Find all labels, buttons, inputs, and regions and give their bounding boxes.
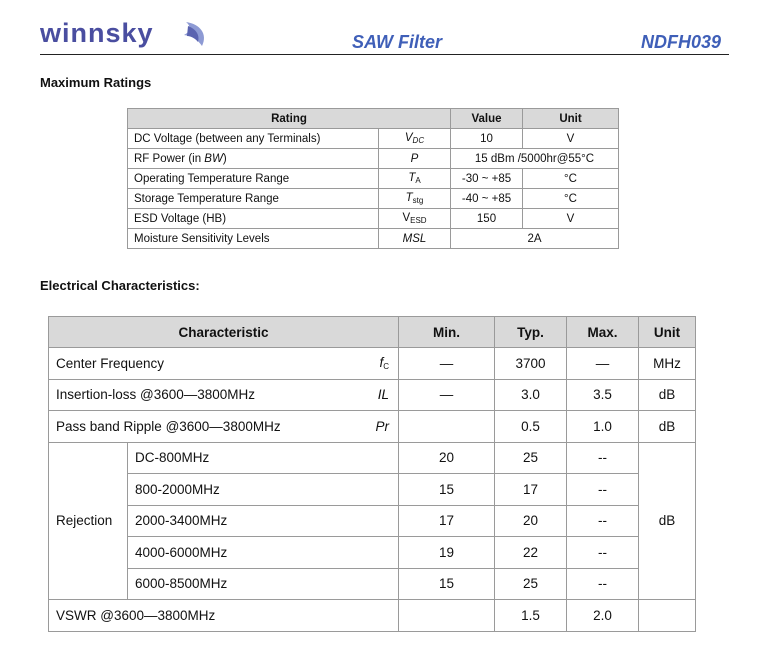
typ-value: 25	[495, 442, 567, 474]
document-title: SAW Filter	[352, 32, 443, 52]
table-row	[128, 129, 619, 149]
characteristic-symbol	[379, 355, 391, 371]
rating-name: ESD Voltage (HB)	[128, 209, 379, 229]
col-unit: Unit	[523, 109, 619, 129]
rating-unit: V	[523, 209, 619, 229]
table-header-row	[49, 317, 696, 348]
page-header	[0, 0, 761, 60]
max-value: --	[567, 474, 639, 506]
typ-value: 1.5	[495, 600, 567, 632]
table-row	[49, 600, 696, 632]
max-value: --	[567, 537, 639, 569]
symbol-sub: ESD	[410, 216, 427, 225]
rating-symbol: MSL	[379, 229, 451, 249]
typ-value: 25	[495, 568, 567, 600]
min-value	[399, 600, 495, 632]
max-value: --	[567, 568, 639, 600]
winnsky-logo-graphic	[40, 18, 210, 52]
table-header-row	[128, 109, 619, 129]
characteristic-cell	[49, 379, 399, 411]
table-row	[49, 379, 696, 411]
rejection-band: 2000-3400MHz	[128, 505, 399, 537]
electrical-characteristics-table	[48, 316, 696, 632]
rejection-band: 800-2000MHz	[128, 474, 399, 506]
rating-name: Moisture Sensitivity Levels	[128, 229, 379, 249]
characteristic-symbol: IL	[377, 387, 389, 403]
name-part: RF Power (in	[134, 152, 205, 165]
col-max: Max.	[567, 317, 639, 348]
rating-value: -30 ~ +85	[451, 169, 523, 189]
rejection-unit: dB	[639, 442, 696, 600]
symbol-main: V	[402, 212, 411, 224]
rejection-label: Rejection	[49, 442, 128, 600]
symbol-sub: DC	[412, 136, 425, 145]
rejection-band: 4000-6000MHz	[128, 537, 399, 569]
max-value: 2.0	[567, 600, 639, 632]
rejection-band: DC-800MHz	[128, 442, 399, 474]
unit-value	[639, 600, 696, 632]
table-row	[49, 474, 696, 506]
symbol-sub: A	[415, 176, 421, 185]
max-value: 3.5	[567, 379, 639, 411]
rating-unit: °C	[523, 169, 619, 189]
col-min: Min.	[399, 317, 495, 348]
rating-name	[128, 149, 379, 169]
rating-symbol: P	[379, 149, 451, 169]
table-row	[49, 568, 696, 600]
typ-value: 17	[495, 474, 567, 506]
rating-value: -40 ~ +85	[451, 189, 523, 209]
header-divider	[40, 54, 729, 55]
characteristic-cell	[49, 411, 399, 443]
symbol-sub: C	[383, 362, 389, 372]
typ-value: 3.0	[495, 379, 567, 411]
rating-value: 150	[451, 209, 523, 229]
rating-name: DC Voltage (between any Terminals)	[128, 129, 379, 149]
col-characteristic: Characteristic	[49, 317, 399, 348]
rating-value: 15 dBm /5000hr@55°C	[451, 149, 619, 169]
typ-value: 20	[495, 505, 567, 537]
unit-value: dB	[639, 379, 696, 411]
table-row	[128, 169, 619, 189]
typ-value: 0.5	[495, 411, 567, 443]
rating-value: 10	[451, 129, 523, 149]
rating-value: 2A	[451, 229, 619, 249]
typ-value: 3700	[495, 348, 567, 380]
rating-symbol	[379, 129, 451, 149]
max-ratings-table	[127, 108, 619, 249]
unit-value: dB	[639, 411, 696, 443]
col-value: Value	[451, 109, 523, 129]
col-rating: Rating	[128, 109, 451, 129]
characteristic-name: Center Frequency	[56, 355, 165, 371]
max-value: --	[567, 442, 639, 474]
col-typ: Typ.	[495, 317, 567, 348]
characteristic-name: VSWR @3600—3800MHz	[49, 600, 399, 632]
min-value: 17	[399, 505, 495, 537]
max-ratings-heading: Maximum Ratings	[40, 75, 152, 90]
col-unit: Unit	[639, 317, 696, 348]
max-value: 1.0	[567, 411, 639, 443]
symbol-main: V	[404, 132, 413, 144]
rejection-band: 6000-8500MHz	[128, 568, 399, 600]
table-row	[128, 229, 619, 249]
min-value: —	[399, 379, 495, 411]
characteristic-symbol: Pr	[375, 418, 389, 434]
min-value: 20	[399, 442, 495, 474]
symbol-main: f	[379, 355, 384, 371]
characteristic-name: Pass band Ripple @3600—3800MHz	[56, 418, 281, 434]
table-row	[49, 348, 696, 380]
max-value: —	[567, 348, 639, 380]
rating-unit: °C	[523, 189, 619, 209]
symbol-main: T	[408, 172, 416, 184]
characteristic-name: Insertion-loss @3600—3800MHz	[56, 387, 256, 403]
typ-value: 22	[495, 537, 567, 569]
characteristic-cell	[49, 348, 399, 380]
electrical-heading: Electrical Characteristics:	[40, 278, 200, 293]
table-row	[49, 442, 696, 474]
min-value	[399, 411, 495, 443]
logo-wordmark: winnsky	[40, 18, 154, 48]
rating-name: Storage Temperature Range	[128, 189, 379, 209]
min-value: 19	[399, 537, 495, 569]
table-row	[128, 149, 619, 169]
table-row	[128, 189, 619, 209]
min-value: 15	[399, 474, 495, 506]
part-number: NDFH039	[640, 32, 721, 52]
symbol-sub: stg	[412, 196, 424, 205]
winnsky-logo	[40, 18, 210, 52]
unit-value: MHz	[639, 348, 696, 380]
min-value: 15	[399, 568, 495, 600]
table-row	[49, 537, 696, 569]
table-row	[128, 209, 619, 229]
symbol-main: T	[405, 192, 413, 204]
table-row	[49, 505, 696, 537]
rating-symbol	[379, 209, 451, 229]
min-value: —	[399, 348, 495, 380]
rating-unit: V	[523, 129, 619, 149]
max-value: --	[567, 505, 639, 537]
name-italic: BW	[204, 152, 223, 165]
rating-name: Operating Temperature Range	[128, 169, 379, 189]
name-part: )	[222, 152, 227, 165]
rating-symbol	[379, 189, 451, 209]
table-row	[49, 411, 696, 443]
rating-symbol	[379, 169, 451, 189]
